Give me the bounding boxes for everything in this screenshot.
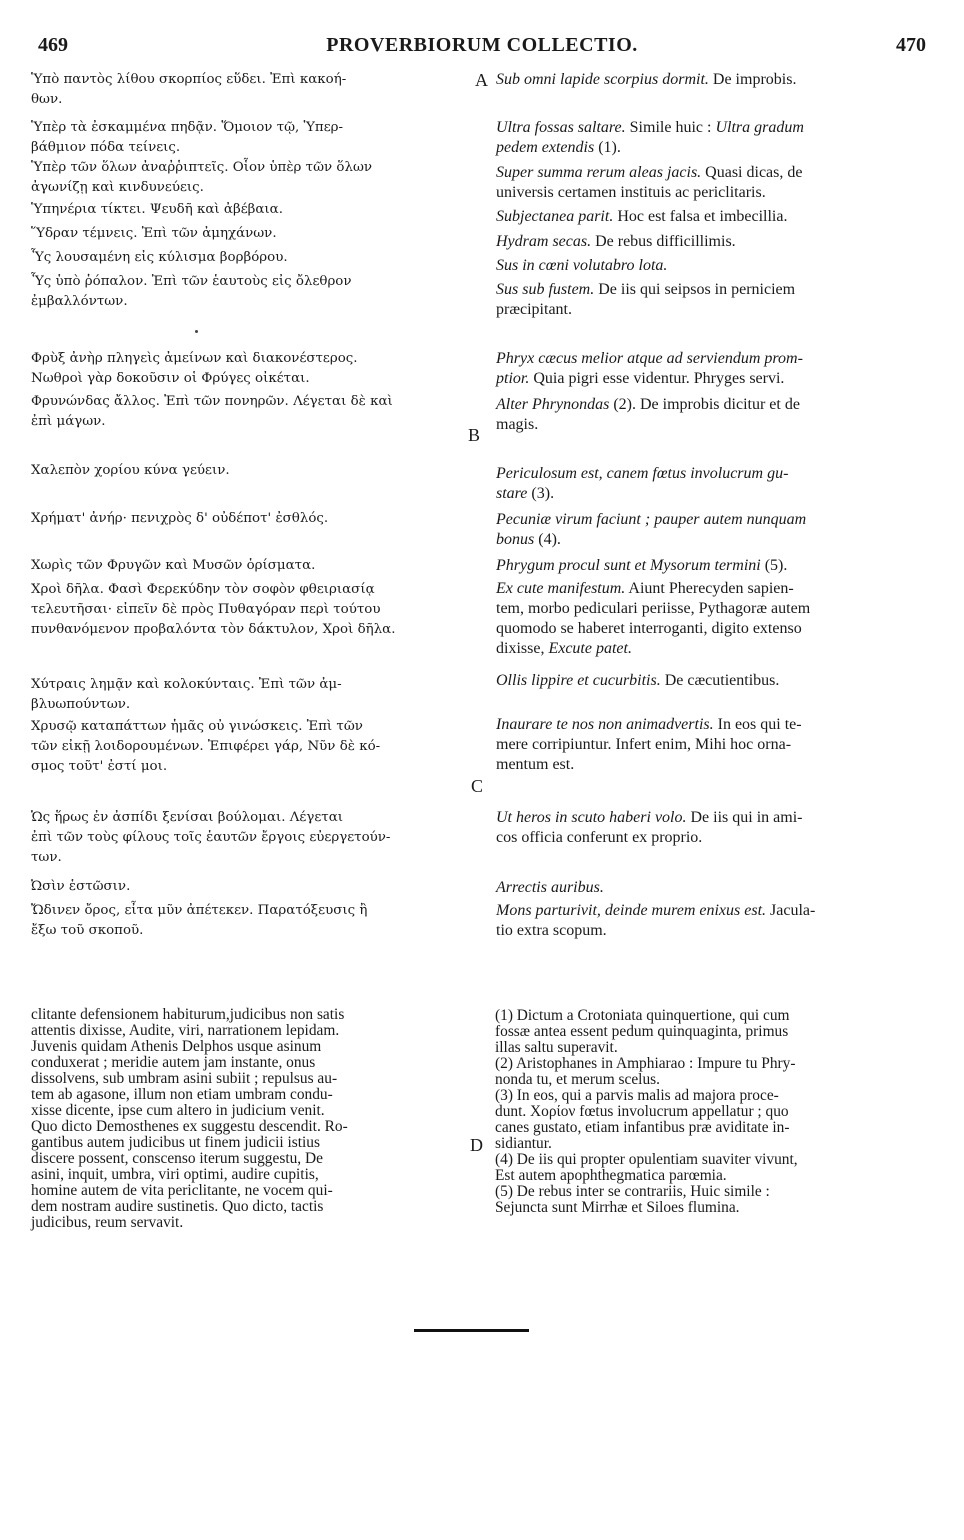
greek-proverb: Ὑπὲρ τῶν ὅλων ἀναῤῥιπτεῖς. Οἷον ὑπὲρ τῶν ὅλων ἀγωνίζῃ καὶ κινδυνεύεις. [31,160,372,195]
latin-gloss: Hoc est falsa et imbecillia. [613,208,788,225]
latin-translation [496,901,936,941]
footnote: (5) De rebus inter se contrariis, Huic simile : Sejuncta sunt Mirrhæ et Siloes flumina. [495,1183,770,1216]
latin-translation [496,464,936,504]
latin-translation [496,671,936,691]
latin-gloss: (3). [527,485,555,502]
greek-proverb: Χωρὶς τῶν Φρυγῶν καὶ Μυσῶν ὁρίσματα. [31,558,316,573]
latin-translation [496,808,936,848]
latin-proverb-italic: Inaurare te nos non animadvertis. [496,716,714,733]
latin-proverb-italic: Arrectis auribus. [496,879,604,896]
latin-proverb-italic: Ollis lippire et cucurbitis. [496,672,661,689]
latin-translation [496,579,936,659]
latin-proverb-italic: Ultra fossas saltare. [496,119,626,136]
latin-gloss: In eos qui te- mere corripiuntur. Infert enim, Mihi hoc orna- mentum est. [496,716,802,773]
latin-gloss: (4). [534,531,561,548]
latin-proverb-italic: Phryx cæcus melior atque ad serviendum prom- ptior. [496,350,803,387]
latin-proverb-italic: Subjectanea parit. [496,208,614,225]
section-marker-c: C [471,776,484,796]
latin-gloss: De iis qui seipsos in perniciem præcipitant. [496,281,796,318]
greek-proverb: Φρὺξ ἀνὴρ πληγεὶς ἀμείνων καὶ διακονέστερος. Νωθροὶ γὰρ δοκοῦσιν οἱ Φρύγες οἰκέται. [31,351,358,386]
left-page-number: 469 [38,34,68,56]
greek-proverb: Ὑπὲρ τὰ ἐσκαμμένα πηδᾷν. Ὅμοιον τῷ, Ὑπερ- βάθμιον πόδα τείνεις. [31,120,344,155]
latin-gloss: Quasi dicas, de universis certamen instituis ac periclitaris. [496,164,803,201]
latin-translation [496,280,936,320]
latin-proverb-italic: Periculosum est, canem fœtus involucrum gu- stare [496,465,789,502]
section-marker-a: A [475,70,488,90]
latin-gloss: (5). [760,557,788,574]
latin-gloss: Jacula- tio extra scopum. [496,902,816,939]
footnote: (2) Aristophanes in Amphiarao : Impure tu Phry- nonda tu, et merum scelus. [495,1055,796,1088]
latin-gloss: Simile huic : [625,119,716,136]
latin-gloss: De rebus difficillimis. [591,233,736,250]
latin-gloss: (2). De improbis dicitur et de magis. [496,396,800,433]
footnote: (4) De iis qui propter opulentiam suaviter vivunt, Est autem apophthegmatica parœmia. [495,1151,798,1184]
greek-proverb: Ὑπὸ παντὸς λίθου σκορπίος εὕδει. Ἐπὶ κακοή- θων. [31,72,347,107]
right-page-number: 470 [896,34,926,56]
latin-proverb-italic: Mons parturivit, deinde murem enixus est. [496,902,767,919]
latin-proverb-italic: Phrygum procul sunt et Mysorum termini [496,557,761,574]
latin-gloss: De improbis. [708,71,797,88]
ink-speck [195,330,198,333]
latin-gloss: De iis qui in ami- cos officia conferunt ex proprio. [496,809,803,846]
greek-proverb: Ὗς ὑπὸ ῥόπαλον. Ἐπὶ τῶν ἑαυτοὺς εἰς ὄλεθρον ἐμβαλλόντων. [31,274,352,309]
latin-proverb-italic: Sus in cœni volutabro lota. [496,257,668,274]
latin-translation [496,207,936,227]
greek-proverb: Ὡς ἥρως ἐν ἀσπίδι ξενίσαι βούλομαι. Λέγεται ἐπὶ τῶν τοὺς φίλους τοῖς ἑαυτῶν ἔργοις εὐεργετούν- των. [31,810,391,865]
footnotes [495,1008,935,1216]
latin-proverb-italic: Sub omni lapide scorpius dormit. [496,71,709,88]
latin-proverb-italic: Super summa rerum aleas jacis. [496,164,702,181]
latin-proverb-italic: Hydram secas. [496,233,592,250]
greek-proverb: Ὠσὶν ἑστῶσιν. [31,879,131,894]
latin-translation [496,163,936,203]
latin-gloss: De cæcutientibus. [660,672,780,689]
latin-translation [496,395,936,435]
latin-proverb-italic: Ultra gradum pedem extendis [496,119,804,156]
latin-gloss: Aiunt Pherecyden sapien- tem, morbo pediculari periisse, Pythagoræ autem quomodo se haberet interroganti, digito extenso dixisse, [496,580,811,657]
greek-proverb: Χύτραις λημᾷν καὶ κολοκύνταις. Ἐπὶ τῶν ἀμ- βλυωπούντων. [31,677,342,712]
page-header [30,34,934,62]
latin-proverb-italic: Ex cute manifestum. [496,580,626,597]
latin-gloss: Quia pigri esse videntur. Phryges servi. [529,370,785,387]
latin-translation [496,510,936,550]
latin-proverb-italic: Sus sub fustem. [496,281,595,298]
latin-gloss: (1). [594,139,621,156]
section-marker-d: D [470,1135,483,1155]
latin-translation [496,878,936,898]
latin-proverb-italic: Alter Phrynondas [496,396,610,413]
latin-translation [496,118,936,158]
latin-translation [496,256,936,276]
latin-proverb-italic: Ut heros in scuto haberi volo. [496,809,687,826]
latin-translation [496,715,936,775]
latin-proverb-italic: Excute patet. [548,640,632,657]
latin-translation [496,232,936,252]
greek-proverb: Ὕδραν τέμνεις. Ἐπὶ τῶν ἀμηχάνων. [31,226,277,241]
greek-proverb: Χρήματ' ἀνήρ· πενιχρὸς δ' οὐδέποτ' ἐσθλός. [31,511,329,526]
running-title: PROVERBIORUM COLLECTIO. [326,34,638,56]
latin-translation [496,349,936,389]
latin-translation [496,70,936,90]
latin-proverb-italic: Pecuniæ virum faciunt ; pauper autem nunquam bonus [496,511,807,548]
section-marker-b: B [468,425,481,445]
greek-proverb: Φρυνώνδας ἄλλος. Ἐπὶ τῶν πονηρῶν. Λέγεται δὲ καὶ ἐπὶ μάγων. [31,394,393,429]
greek-proverb: Χροὶ δῆλα. Φασὶ Φερεκύδην τὸν σοφὸν φθειριασίᾳ τελευτῆσαι· εἰπεῖν δὲ πρὸς Πυθαγόραν περὶ τούτου πυνθανόμενον προβαλόντα τὸν δάκτυλον, Χροὶ δῆλα. [31,582,396,637]
latin-translation [496,556,936,576]
greek-proverb: Ὤδινεν ὄρος, εἶτα μῦν ἀπέτεκεν. Παρατόξευσις ἢ ἔξω τοῦ σκοποῦ. [31,903,368,938]
end-rule [414,1329,529,1332]
greek-proverb: Ὑπηνέρια τίκτει. Ψευδῆ καὶ ἀβέβαια. [31,202,283,217]
continued-footnote-text: clitante defensionem habiturum,judicibus non satis attentis dixisse, Audite, viri, narrationem lepidam. Juvenis quidam Athenis Delphos usque asinum conduxerat ; meridie autem jam instante, onus dissolvens, sub umbram asini subiit ; repulsus au- tem ab agasone, illum non etiam umbram condu- xisse dicente, ipse cum altero in judicium venit. Quo dicto Demosthenes ex suggestu descendit. Ro- gantibus autem judicibus ut finem judicii istius discere possent, conscenso iterum suggestu, De asini, inquit, umbra, viri optimi, audire cupitis, homine autem de vita periclitante, ne vocem qui- dem nostram audire sustinetis. Quo dicto, tactis judicibus, reum servavit. [31,1006,348,1231]
footnote: (1) Dictum a Crotoniata quinquertione, qui cum fossæ antea essent pedum quinquaginta, primus illas saltu superavit. [495,1007,790,1056]
greek-proverb: Χαλεπὸν χορίου κύνα γεύειν. [31,463,230,478]
greek-proverb: Ὗς λουσαμένη εἰς κύλισμα βορβόρου. [31,250,288,265]
footnote: (3) In eos, qui a parvis malis ad majora proce- dunt. Χορίον fœtus involucrum appellatur ; quo canes gustato, etiam infantibus præ aviditate in- sidiantur. [495,1087,790,1152]
greek-proverb: Χρυσῷ καταπάττων ἡμᾶς οὐ γινώσκεις. Ἐπὶ τῶν τῶν εἰκῇ λοιδορουμένων. Ἐπιφέρει γάρ, Νῦν δὲ κό- σμος τοῦτ' ἐστί μοι. [31,719,381,774]
